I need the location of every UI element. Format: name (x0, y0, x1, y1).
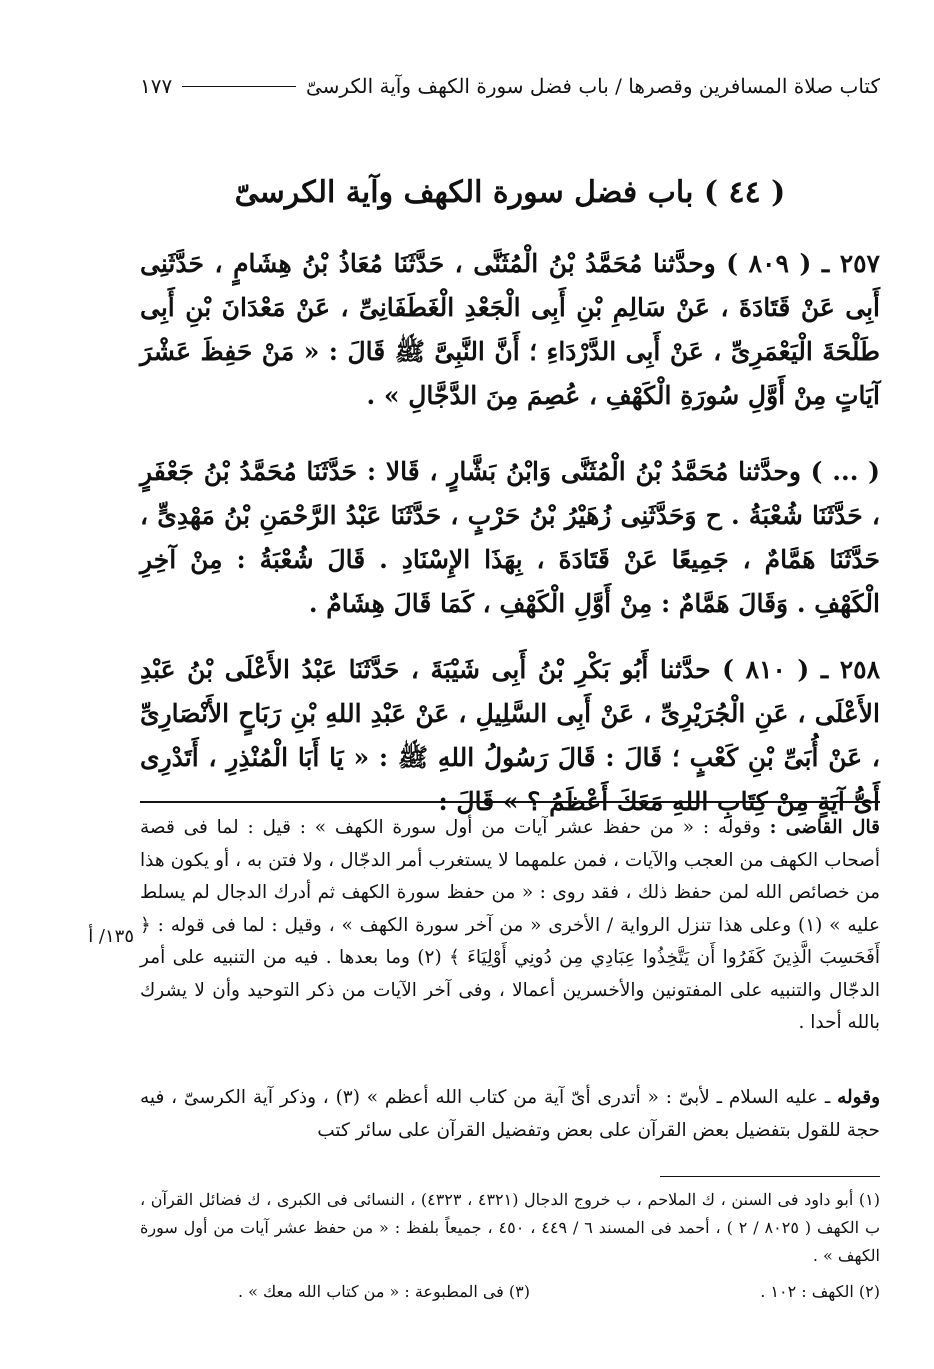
footnote-1: (١) أبو داود فى السنن ، ك الملاحم ، ب خروج الدجال (٤٣٢١ ، ٤٣٢٣) ، النسائى فى الكبرى ، ك فضائل القرآن ، ب الكهف ( ٨٠٢٥ / ٢ ) ، أحمد فى المسند ٦ / ٤٤٩ ، ٤٥٠ ، جميعاً بلفظ : « من حفظ عشر آيات من أول سورة الكهف » . (140, 1190, 881, 1265)
running-title: كتاب صلاة المسافرين وقصرها / باب فضل سورة الكهف وآية الكرسىّ (305, 74, 880, 98)
running-header (140, 70, 880, 102)
manuscript-folio-note: ١٣٥/ أ (88, 926, 134, 947)
footnote-row (140, 1282, 880, 1310)
footnote-3: (٣) فى المطبوعة : « من كتاب الله معك » . (238, 1282, 530, 1301)
footnote-2: (٢) الكهف : ١٠٢ . (760, 1282, 880, 1301)
hadith-258-paragraph: ٢٥٨ ـ ( ٨١٠ ) حدَّثنا أَبُو بَكْرِ بْنُ أَبِى شَيْبَةَ ، حَدَّثَنَا عَبْدُ الأَعْلَى بْنُ عَبْدِ الأَعْلَى ، عَنِ الْجُرَيْرِىِّ ، عَنْ أَبِى السَّلِيلِ ، عَنْ عَبْدِ اللهِ بْنِ رَبَاحٍ الأَنْصَارِىِّ ، عَنْ أُبَىِّ بْنِ كَعْبٍ ؛ قَالَ : قَالَ رَسُولُ اللهِ ﷺ : « يَا أَبَا الْمُنْذِرِ ، أَتَدْرِى أَىُّ آيَةٍ مِنْ كِتَابِ اللهِ مَعَكَ أَعْظَمُ ؟ » قَالَ : (140, 655, 881, 816)
header-rule (182, 86, 296, 87)
hadith-257-paragraph: ٢٥٧ ـ ( ٨٠٩ ) وحدَّثنا مُحَمَّدُ بْنُ الْمُثَنَّى ، حَدَّثَنَا مُعَاذُ بْنُ هِشَامٍ ، حَدَّثَنِى أَبِى عَنْ قَتَادَةَ ، عَنْ سَالِمِ بْنِ أَبِى الْجَعْدِ الْغَطَفَانِىِّ ، عَنْ مَعْدَانَ بْنِ أَبِى طَلْحَةَ الْيَعْمَرِىِّ ، عَنْ أَبِى الدَّرْدَاءِ ؛ أَنَّ النَّبِىَّ ﷺ قَالَ : « مَنْ حَفِظَ عَشْرَ آيَاتٍ مِنْ أَوَّلِ سُورَةِ الْكَهْفِ ، عُصِمَ مِنَ الدَّجَّالِ » . (140, 249, 880, 410)
page-number: ١٧٧ (140, 74, 173, 98)
footnote-divider (660, 1176, 880, 1177)
commentary-text: ـ عليه السلام ـ لأبىّ : « أتدرى أىّ آية من كتاب الله أعظم » (٣) ، وذكر آية الكرسىّ ، فيه حجة للقول بتفضيل بعض القرآن على بعض وتفضيل القرآن على سائر كتب (140, 1087, 880, 1141)
commentary-paragraph-2 (140, 1082, 880, 1147)
text-commentary-divider (140, 801, 880, 803)
commentary-lead: قال القاضى : (769, 817, 880, 838)
commentary-paragraph-1 (140, 812, 880, 1040)
commentary-text: وقوله : « من حفظ عشر آيات من أول سورة الكهف » : قيل : لما فى قصة أصحاب الكهف من العجب والآيات ، فمن علمهما لا يستغرب أمر الدجّال ، ولا فتن به ، أو يكون هذا من خصائص الله لمن حفظ ذلك ، فقد روى : « من حفظ سورة الكهف ثم أدرك الدجال لم يسلط عليه » (١) وعلى هذا تنزل الرواية / الأخرى « من آخر سورة الكهف » ، وقيل : لما فى قوله : ﴿ أَفَحَسِبَ الَّذِينَ كَفَرُوا أَن يَتَّخِذُوا عِبَادِي مِن دُونِي أَوْلِيَاءَ ﴾ (٢) وما بعدها . فيه من التنبيه على أمر الدجّال والتنبيه على المفتونين والأخسرين أعمالا ، وفى آخر الآيات من ذكر التوحيد وأن لا يشرك بالله أحدا . (140, 817, 880, 1033)
commentary-lead: وقوله (837, 1087, 880, 1108)
chapter-title: ( ٤٤ ) باب فضل سورة الكهف وآية الكرسىّ (234, 175, 786, 210)
hadith-257-isnad-paragraph: ( ... ) وحدَّثنا مُحَمَّدُ بْنُ الْمُثَنَّى وَابْنُ بَشَّارٍ ، قَالا : حَدَّثَنَا مُحَمَّدُ بْنُ جَعْفَرٍ ، حَدَّثَنَا شُعْبَةُ . ح وَحَدَّثَنِى زُهَيْرُ بْنُ حَرْبٍ ، حَدَّثَنَا عَبْدُ الرَّحْمَنِ بْنُ مَهْدِىٍّ ، حَدَّثَنَا هَمَّامٌ ، جَمِيعًا عَنْ قَتَادَةَ ، بِهَذَا الإِسْنَادِ . قَالَ شُعْبَةُ : مِنْ آخِرِ الْكَهْفِ . وَقَالَ هَمَّامٌ : مِنْ أَوَّلِ الْكَهْفِ ، كَمَا قَالَ هِشَامٌ . (140, 457, 880, 618)
